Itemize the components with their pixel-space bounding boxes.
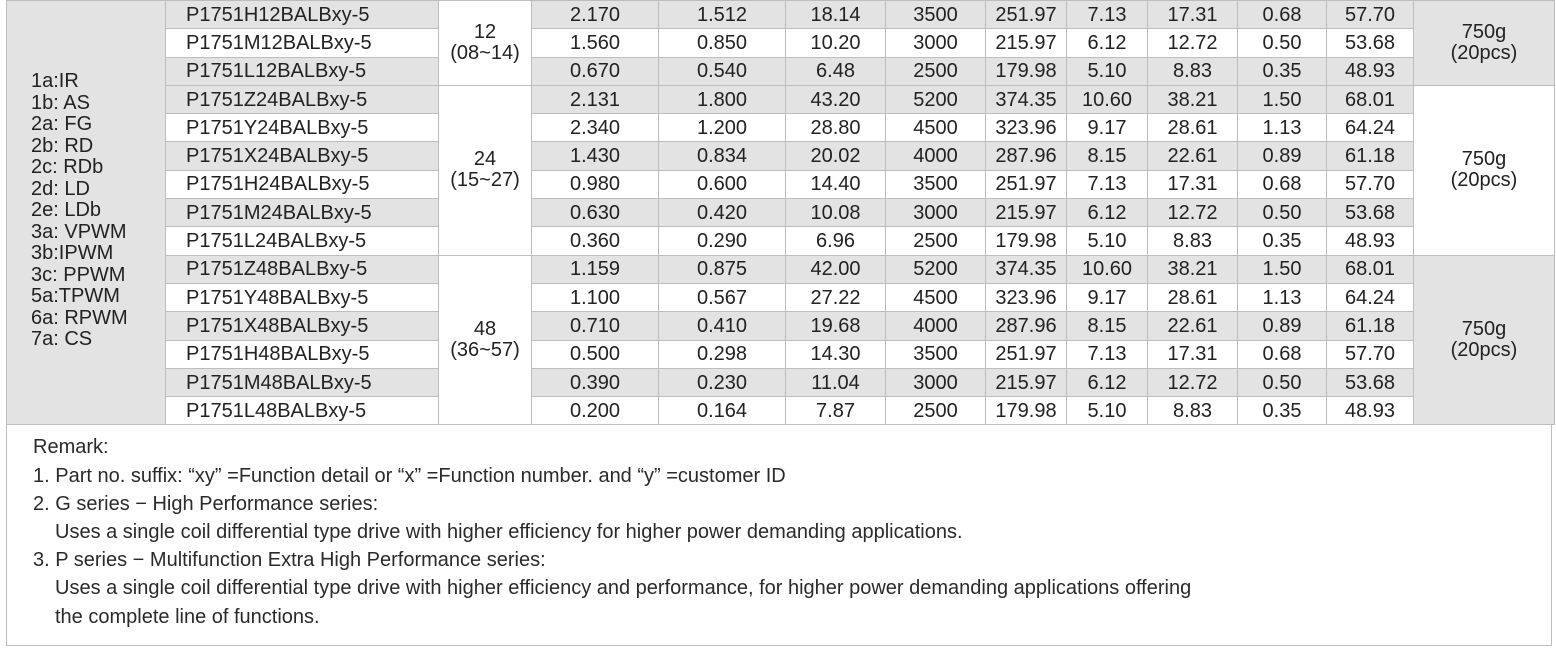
- spec-value-c6: 8.15: [1067, 142, 1148, 170]
- spec-value-c2: 0.230: [659, 368, 786, 396]
- spec-value-c8: 0.68: [1238, 1, 1327, 29]
- spec-value-c4: 4000: [886, 142, 986, 170]
- spec-value-c4: 4000: [886, 312, 986, 340]
- spec-value-c1: 2.340: [532, 114, 659, 142]
- part-number: P1751M24BALBxy-5: [166, 199, 439, 227]
- part-number: P1751X48BALBxy-5: [166, 312, 439, 340]
- spec-value-c5: 179.98: [986, 227, 1067, 255]
- spec-value-c8: 0.89: [1238, 142, 1327, 170]
- table-row: [7, 57, 1555, 85]
- spec-value-c3: 27.22: [786, 283, 886, 311]
- spec-value-c6: 7.13: [1067, 1, 1148, 29]
- spec-value-c8: 0.35: [1238, 397, 1327, 425]
- spec-value-c3: 28.80: [786, 114, 886, 142]
- spec-value-c2: 1.512: [659, 1, 786, 29]
- spec-value-c4: 4500: [886, 114, 986, 142]
- voltage-range: (08~14): [450, 41, 520, 64]
- spec-value-c9: 64.24: [1327, 283, 1414, 311]
- part-number: P1751L24BALBxy-5: [166, 227, 439, 255]
- weight-value: 750g: [1461, 20, 1507, 43]
- spec-value-c5: 374.35: [986, 85, 1067, 113]
- table-row: [7, 397, 1555, 425]
- part-number: P1751Z24BALBxy-5: [166, 85, 439, 113]
- spec-value-c8: 0.35: [1238, 227, 1327, 255]
- function-list: [7, 1, 166, 425]
- spec-value-c9: 68.01: [1327, 85, 1414, 113]
- spec-value-c4: 2500: [886, 397, 986, 425]
- spec-value-c6: 6.12: [1067, 199, 1148, 227]
- spec-value-c4: 3500: [886, 170, 986, 198]
- spec-value-c8: 0.50: [1238, 368, 1327, 396]
- spec-value-c4: 3000: [886, 29, 986, 57]
- spec-value-c7: 12.72: [1148, 29, 1238, 57]
- remark-line-6: the complete line of functions.: [55, 605, 320, 628]
- remark-line-2: 2. G series − High Performance series:: [33, 492, 379, 515]
- spec-value-c5: 215.97: [986, 368, 1067, 396]
- spec-value-c4: 5200: [886, 85, 986, 113]
- spec-value-c9: 48.93: [1327, 57, 1414, 85]
- spec-value-c4: 3000: [886, 368, 986, 396]
- weight-pcs: (20pcs): [1450, 41, 1518, 64]
- spec-value-c2: 0.875: [659, 255, 786, 283]
- spec-value-c9: 48.93: [1327, 397, 1414, 425]
- function-code: 1b: AS: [31, 91, 90, 114]
- spec-value-c5: 215.97: [986, 29, 1067, 57]
- table-row: [7, 114, 1555, 142]
- function-code: 3b:IPWM: [31, 242, 114, 264]
- spec-value-c3: 43.20: [786, 85, 886, 113]
- spec-value-c3: 20.02: [786, 142, 886, 170]
- spec-value-c4: 3000: [886, 199, 986, 227]
- spec-value-c5: 251.97: [986, 340, 1067, 368]
- function-code: 3c: PPWM: [31, 263, 126, 286]
- spec-value-c1: 1.100: [532, 283, 659, 311]
- spec-value-c2: 0.834: [659, 142, 786, 170]
- spec-value-c3: 14.30: [786, 340, 886, 368]
- spec-value-c6: 9.17: [1067, 283, 1148, 311]
- spec-value-c6: 5.10: [1067, 57, 1148, 85]
- spec-value-c9: 61.18: [1327, 312, 1414, 340]
- remark-line-1: 1. Part no. suffix: “xy” =Function detail or “x” =Function number. and “y” =customer ID: [33, 464, 786, 487]
- spec-value-c3: 14.40: [786, 170, 886, 198]
- spec-value-c3: 42.00: [786, 255, 886, 283]
- part-number: P1751X24BALBxy-5: [166, 142, 439, 170]
- weight-pcs: (20pcs): [1450, 339, 1518, 362]
- spec-value-c8: 1.50: [1238, 255, 1327, 283]
- spec-value-c3: 6.96: [786, 227, 886, 255]
- spec-value-c1: 0.500: [532, 340, 659, 368]
- voltage-range: (15~27): [450, 169, 520, 192]
- spec-value-c3: 6.48: [786, 57, 886, 85]
- spec-value-c3: 7.87: [786, 397, 886, 425]
- spec-value-c7: 12.72: [1148, 199, 1238, 227]
- function-code: 2a: FG: [31, 113, 93, 135]
- function-code: 6a: RPWM: [31, 306, 128, 329]
- spec-value-c8: 0.68: [1238, 340, 1327, 368]
- table-row: [7, 1, 1555, 29]
- spec-value-c6: 6.12: [1067, 368, 1148, 396]
- spec-value-c8: 0.68: [1238, 170, 1327, 198]
- table-row: [7, 368, 1555, 396]
- package-weight: [1414, 255, 1555, 425]
- spec-value-c7: 17.31: [1148, 1, 1238, 29]
- voltage-value: 48: [473, 318, 497, 341]
- spec-value-c6: 5.10: [1067, 397, 1148, 425]
- spec-value-c9: 57.70: [1327, 1, 1414, 29]
- spec-value-c5: 179.98: [986, 397, 1067, 425]
- weight-value: 750g: [1461, 318, 1507, 341]
- spec-value-c1: 0.390: [532, 368, 659, 396]
- remark-line-4: 3. P series − Multifunction Extra High Performance series:: [33, 549, 546, 572]
- part-number: P1751L12BALBxy-5: [166, 57, 439, 85]
- spec-value-c5: 374.35: [986, 255, 1067, 283]
- spec-value-c7: 17.31: [1148, 340, 1238, 368]
- spec-value-c1: 1.159: [532, 255, 659, 283]
- spec-value-c7: 22.61: [1148, 312, 1238, 340]
- table-row: [7, 85, 1555, 113]
- spec-value-c7: 28.61: [1148, 283, 1238, 311]
- spec-value-c3: 11.04: [786, 368, 886, 396]
- function-code: 2c: RDb: [31, 156, 104, 178]
- rated-voltage: [439, 255, 532, 425]
- spec-value-c8: 1.13: [1238, 114, 1327, 142]
- remark-line-3: Uses a single coil differential type drive with higher efficiency for higher power demanding applications.: [55, 521, 963, 544]
- voltage-value: 24: [473, 148, 497, 171]
- spec-value-c2: 1.800: [659, 85, 786, 113]
- table-row: [7, 255, 1555, 283]
- function-code: 3a: VPWM: [31, 220, 127, 243]
- spec-value-c3: 19.68: [786, 312, 886, 340]
- spec-value-c1: 2.170: [532, 1, 659, 29]
- voltage-value: 12: [473, 20, 497, 43]
- spec-value-c1: 0.360: [532, 227, 659, 255]
- table-row: [7, 340, 1555, 368]
- weight-pcs: (20pcs): [1450, 169, 1518, 192]
- spec-table: [6, 0, 1555, 425]
- spec-value-c7: 38.21: [1148, 85, 1238, 113]
- spec-value-c1: 1.430: [532, 142, 659, 170]
- spec-value-c2: 0.164: [659, 397, 786, 425]
- spec-value-c9: 64.24: [1327, 114, 1414, 142]
- spec-value-c9: 48.93: [1327, 227, 1414, 255]
- spec-value-c9: 53.68: [1327, 29, 1414, 57]
- spec-value-c1: 0.200: [532, 397, 659, 425]
- rated-voltage: [439, 1, 532, 86]
- spec-value-c5: 179.98: [986, 57, 1067, 85]
- table-row: [7, 170, 1555, 198]
- part-number: P1751H12BALBxy-5: [166, 1, 439, 29]
- spec-value-c9: 53.68: [1327, 199, 1414, 227]
- remark-line-5: Uses a single coil differential type drive with higher efficiency and performance, for higher power demanding applications offering: [55, 577, 1192, 600]
- spec-value-c1: 0.630: [532, 199, 659, 227]
- spec-value-c9: 68.01: [1327, 255, 1414, 283]
- spec-value-c1: 0.710: [532, 312, 659, 340]
- part-number: P1751Y24BALBxy-5: [166, 114, 439, 142]
- spec-value-c8: 1.50: [1238, 85, 1327, 113]
- spec-value-c6: 10.60: [1067, 255, 1148, 283]
- spec-value-c6: 7.13: [1067, 340, 1148, 368]
- part-number: P1751H48BALBxy-5: [166, 340, 439, 368]
- spec-value-c7: 17.31: [1148, 170, 1238, 198]
- table-row: [7, 29, 1555, 57]
- spec-value-c8: 0.89: [1238, 312, 1327, 340]
- part-number: P1751L48BALBxy-5: [166, 397, 439, 425]
- function-code: 2e: LDb: [31, 199, 102, 221]
- spec-value-c3: 18.14: [786, 1, 886, 29]
- table-row: [7, 283, 1555, 311]
- spec-value-c1: 0.670: [532, 57, 659, 85]
- spec-value-c2: 0.420: [659, 199, 786, 227]
- function-code: 7a: CS: [31, 328, 93, 350]
- spec-value-c5: 287.96: [986, 142, 1067, 170]
- spec-value-c2: 0.600: [659, 170, 786, 198]
- spec-table-body: [7, 1, 1555, 425]
- spec-value-c1: 2.131: [532, 85, 659, 113]
- spec-value-c2: 0.410: [659, 312, 786, 340]
- spec-value-c5: 323.96: [986, 114, 1067, 142]
- weight-value: 750g: [1461, 148, 1507, 171]
- spec-value-c7: 8.83: [1148, 397, 1238, 425]
- spec-value-c2: 1.200: [659, 114, 786, 142]
- spec-value-c6: 6.12: [1067, 29, 1148, 57]
- function-code: 1a:IR: [31, 70, 79, 92]
- spec-value-c5: 323.96: [986, 283, 1067, 311]
- spec-value-c5: 251.97: [986, 1, 1067, 29]
- spec-value-c7: 22.61: [1148, 142, 1238, 170]
- spec-value-c9: 53.68: [1327, 368, 1414, 396]
- spec-value-c8: 1.13: [1238, 283, 1327, 311]
- function-code: 5a:TPWM: [31, 285, 120, 307]
- part-number: P1751M12BALBxy-5: [166, 29, 439, 57]
- spec-value-c7: 12.72: [1148, 368, 1238, 396]
- spec-value-c2: 0.298: [659, 340, 786, 368]
- remark-box: [6, 425, 1552, 646]
- spec-value-c7: 8.83: [1148, 57, 1238, 85]
- package-weight: [1414, 1, 1555, 86]
- spec-value-c7: 8.83: [1148, 227, 1238, 255]
- spec-value-c2: 0.290: [659, 227, 786, 255]
- spec-value-c6: 8.15: [1067, 312, 1148, 340]
- spec-value-c7: 38.21: [1148, 255, 1238, 283]
- package-weight: [1414, 85, 1555, 255]
- spec-value-c4: 5200: [886, 255, 986, 283]
- table-row: [7, 199, 1555, 227]
- spec-value-c6: 7.13: [1067, 170, 1148, 198]
- spec-value-c8: 0.50: [1238, 199, 1327, 227]
- spec-value-c1: 1.560: [532, 29, 659, 57]
- remark-title: Remark:: [33, 436, 109, 459]
- part-number: P1751H24BALBxy-5: [166, 170, 439, 198]
- spec-value-c3: 10.20: [786, 29, 886, 57]
- part-number: P1751Y48BALBxy-5: [166, 283, 439, 311]
- spec-value-c2: 0.850: [659, 29, 786, 57]
- spec-value-c5: 251.97: [986, 170, 1067, 198]
- spec-value-c4: 2500: [886, 57, 986, 85]
- spec-value-c5: 287.96: [986, 312, 1067, 340]
- table-row: [7, 312, 1555, 340]
- spec-value-c6: 5.10: [1067, 227, 1148, 255]
- spec-value-c9: 61.18: [1327, 142, 1414, 170]
- rated-voltage: [439, 85, 532, 255]
- spec-value-c8: 0.35: [1238, 57, 1327, 85]
- spec-value-c6: 9.17: [1067, 114, 1148, 142]
- spec-value-c2: 0.567: [659, 283, 786, 311]
- voltage-range: (36~57): [450, 339, 520, 362]
- spec-value-c4: 3500: [886, 1, 986, 29]
- spec-value-c3: 10.08: [786, 199, 886, 227]
- spec-value-c4: 3500: [886, 340, 986, 368]
- spec-value-c4: 2500: [886, 227, 986, 255]
- spec-value-c1: 0.980: [532, 170, 659, 198]
- part-number: P1751M48BALBxy-5: [166, 368, 439, 396]
- spec-value-c2: 0.540: [659, 57, 786, 85]
- spec-sheet: [6, 0, 1554, 646]
- spec-value-c5: 215.97: [986, 199, 1067, 227]
- part-number: P1751Z48BALBxy-5: [166, 255, 439, 283]
- spec-value-c7: 28.61: [1148, 114, 1238, 142]
- table-row: [7, 227, 1555, 255]
- table-row: [7, 142, 1555, 170]
- spec-value-c9: 57.70: [1327, 340, 1414, 368]
- function-code: 2b: RD: [31, 134, 94, 157]
- spec-value-c6: 10.60: [1067, 85, 1148, 113]
- spec-value-c9: 57.70: [1327, 170, 1414, 198]
- function-code: 2d: LD: [31, 177, 90, 200]
- spec-value-c8: 0.50: [1238, 29, 1327, 57]
- spec-value-c4: 4500: [886, 283, 986, 311]
